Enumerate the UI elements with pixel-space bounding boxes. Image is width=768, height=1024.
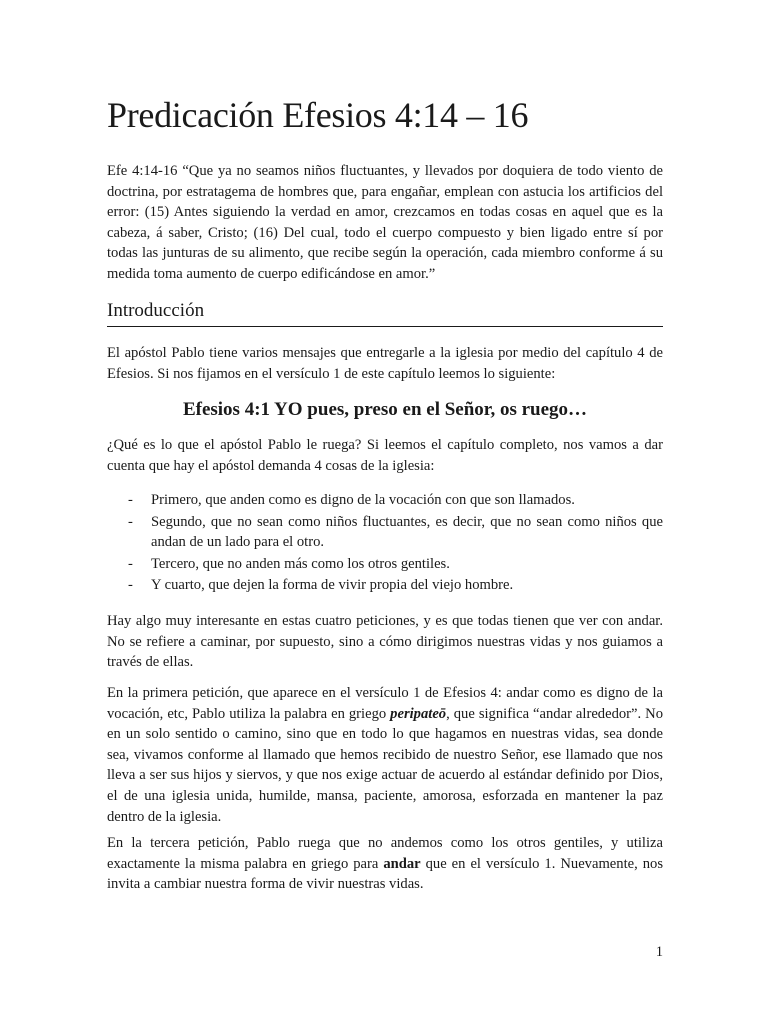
list-item <box>107 490 663 511</box>
bold-word-andar: andar <box>383 855 421 872</box>
list-item <box>107 554 663 575</box>
list-dash: - <box>128 577 133 594</box>
third-petition-text-before: En la tercera petición, Pablo ruega que no andemos como los otros gentiles, y utiliza exactamente la misma palabra en griego para <box>107 835 663 872</box>
list-item <box>107 575 663 596</box>
petitions-list <box>107 490 663 597</box>
verse-heading: Efesios 4:1 YO pues, preso en el Señor, os ruego… <box>182 399 588 420</box>
intro-paragraph: El apóstol Pablo tiene varios mensajes que entregarle a la iglesia por medio del capítulo 4 de Efesios. Si nos fijamos en el versículo 1 de este capítulo leemos lo siguiente: <box>107 345 663 382</box>
greek-word-peripateo: peripateō <box>390 705 447 722</box>
third-petition-text-after: que en el versículo 1. Nuevamente, nos invita a cambiar nuestra forma de vivir nuestras vidas. <box>107 855 663 893</box>
list-dash: - <box>128 555 133 572</box>
list-item-text: Y cuarto, que dejen la forma de vivir propia del viejo hombre. <box>151 577 514 594</box>
third-petition-paragraph <box>107 833 663 895</box>
andar-paragraph: Hay algo muy interesante en estas cuatro peticiones, y es que todas tienen que ver con andar. No se refiere a caminar, por supuesto, sino a cómo dirigimos nuestras vidas y nos guiamos a través de ellas. <box>107 613 663 671</box>
first-petition-text-after: , que significa “andar alrededor”. No en un solo sentido o camino, sino que en todo lo que hagamos en nuestras vidas, sea donde sea, vivamos conforme al llamado que hemos recibido de nuestro Señor, ese llamado que nos lleva a ser sus hijos y siervos, y que nos exige actuar de acuerdo al estándar definido por Dios, el de una iglesia unida, humilde, mansa, paciente, amorosa, esforzada en mantener la paz dentro de la iglesia. <box>107 705 663 825</box>
page-number: 1 <box>655 944 663 960</box>
list-item <box>107 512 663 553</box>
document-title: Predicación Efesios 4:14 – 16 <box>107 95 529 135</box>
first-petition-paragraph <box>107 683 663 827</box>
list-item-text: Segundo, que no sean como niños fluctuantes, es decir, que no sean como niños que andan de un lado para el otro. <box>151 513 663 551</box>
section-heading-introduccion: Introducción <box>107 299 663 327</box>
list-dash: - <box>128 492 133 508</box>
scripture-paragraph: Efe 4:14-16 “Que ya no seamos niños fluctuantes, y llevados por doquiera de todo viento de doctrina, por estratagema de hombres que, para engañar, emplean con astucia los artificios del error: (15) Antes siguiendo la verdad en amor, crezcamos en todas cosas en aquel que es la cabeza, á saber, Cristo; (16) Del cual, todo el cuerpo compuesto y bien ligado entre sí por todas las junturas de su alimento, que recibe según la operación, cada miembro conforme á su medida toma aumento de cuerpo edificándose en amor.” <box>107 163 663 282</box>
document-page <box>107 0 663 1024</box>
list-dash: - <box>128 513 133 530</box>
list-item-text: Tercero, que no anden más como los otros gentiles. <box>151 555 450 572</box>
list-item-text: Primero, que anden como es digno de la vocación con que son llamados. <box>151 492 575 508</box>
question-paragraph: ¿Qué es lo que el apóstol Pablo le ruega? Si leemos el capítulo completo, nos vamos a dar cuenta que hay el apóstol demanda 4 cosas de la iglesia: <box>107 437 663 474</box>
first-petition-text-before: En la primera petición, que aparece en el versículo 1 de Efesios 4: andar como es digno de la vocación, etc, Pablo utiliza la palabra en griego <box>107 685 663 722</box>
